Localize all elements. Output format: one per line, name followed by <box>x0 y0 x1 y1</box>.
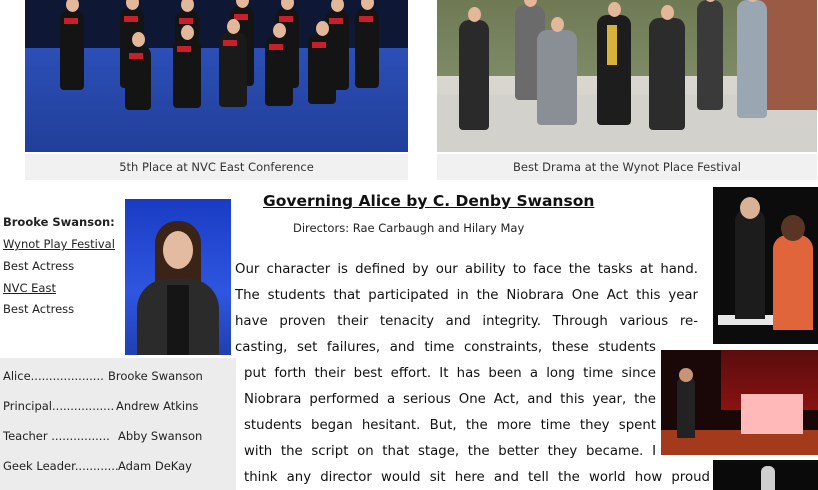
page-title: Governing Alice by C. Denby Swanson <box>263 192 595 210</box>
article-line: Niobrara performed a serious One Act, and this year, the <box>244 392 656 407</box>
award-recipient: Brooke Swanson: <box>3 215 115 229</box>
team-member <box>173 38 201 108</box>
cast-row <box>3 399 199 413</box>
team-member <box>125 45 151 110</box>
cheer-team-photo <box>25 0 408 152</box>
cast-row <box>3 369 203 383</box>
group-member <box>737 0 767 118</box>
article-line: have proven their tenacity and integrity. Through various re- <box>235 314 698 329</box>
group-member <box>459 20 489 130</box>
drama-group-photo <box>437 0 817 152</box>
cast-actor: Adam DeKay <box>118 459 192 473</box>
cast-role: Teacher ................ <box>3 429 110 443</box>
team-member <box>219 32 247 107</box>
cast-role: Geek Leader............ <box>3 459 119 473</box>
drama-photo-caption: Best Drama at the Wynot Place Festival <box>437 154 817 180</box>
directors-line: Directors: Rae Carbaugh and Hilary May <box>293 221 525 235</box>
award-event: NVC East <box>3 281 56 295</box>
article-line: Our character is defined by our ability to face the tasks at hand. <box>235 262 698 277</box>
article-line: The students that participated in the Niobrara One Act this year <box>235 288 698 303</box>
team-member <box>355 8 379 88</box>
article-line: casting, set failures, and time constraints, these students <box>235 340 656 355</box>
group-member <box>649 18 685 130</box>
stage-scene-photo <box>713 460 818 490</box>
cheer-photo-caption: 5th Place at NVC East Conference <box>25 154 408 180</box>
article-line: think any director would sit here and tell the world how proud <box>244 470 710 485</box>
cast-actor: Abby Swanson <box>118 429 203 443</box>
cast-row <box>3 429 203 443</box>
article-line: with the script on that stage, the better they became. I <box>244 444 656 459</box>
award-result: Best Actress <box>3 259 75 273</box>
article-line: students began hesitant. But, the more time they spent <box>244 418 656 433</box>
group-member <box>697 0 723 110</box>
stage-scene-photo <box>713 187 818 344</box>
actress-portrait <box>125 199 231 355</box>
team-member <box>265 36 293 106</box>
award-event: Wynot Play Festival <box>3 237 115 251</box>
team-member <box>308 34 336 104</box>
cast-list <box>0 358 236 490</box>
group-member <box>537 30 577 125</box>
article-line: put forth their best effort. It has been a long time since <box>244 366 656 381</box>
cast-role: Alice.................... <box>3 369 104 383</box>
trophy-icon <box>607 25 617 65</box>
team-member <box>60 10 84 90</box>
cast-row <box>3 459 192 473</box>
award-result: Best Actress <box>3 302 75 316</box>
cast-actor: Andrew Atkins <box>116 399 199 413</box>
cast-role: Principal................. <box>3 399 115 413</box>
cast-actor: Brooke Swanson <box>108 369 203 383</box>
stage-scene-photo <box>661 350 818 455</box>
